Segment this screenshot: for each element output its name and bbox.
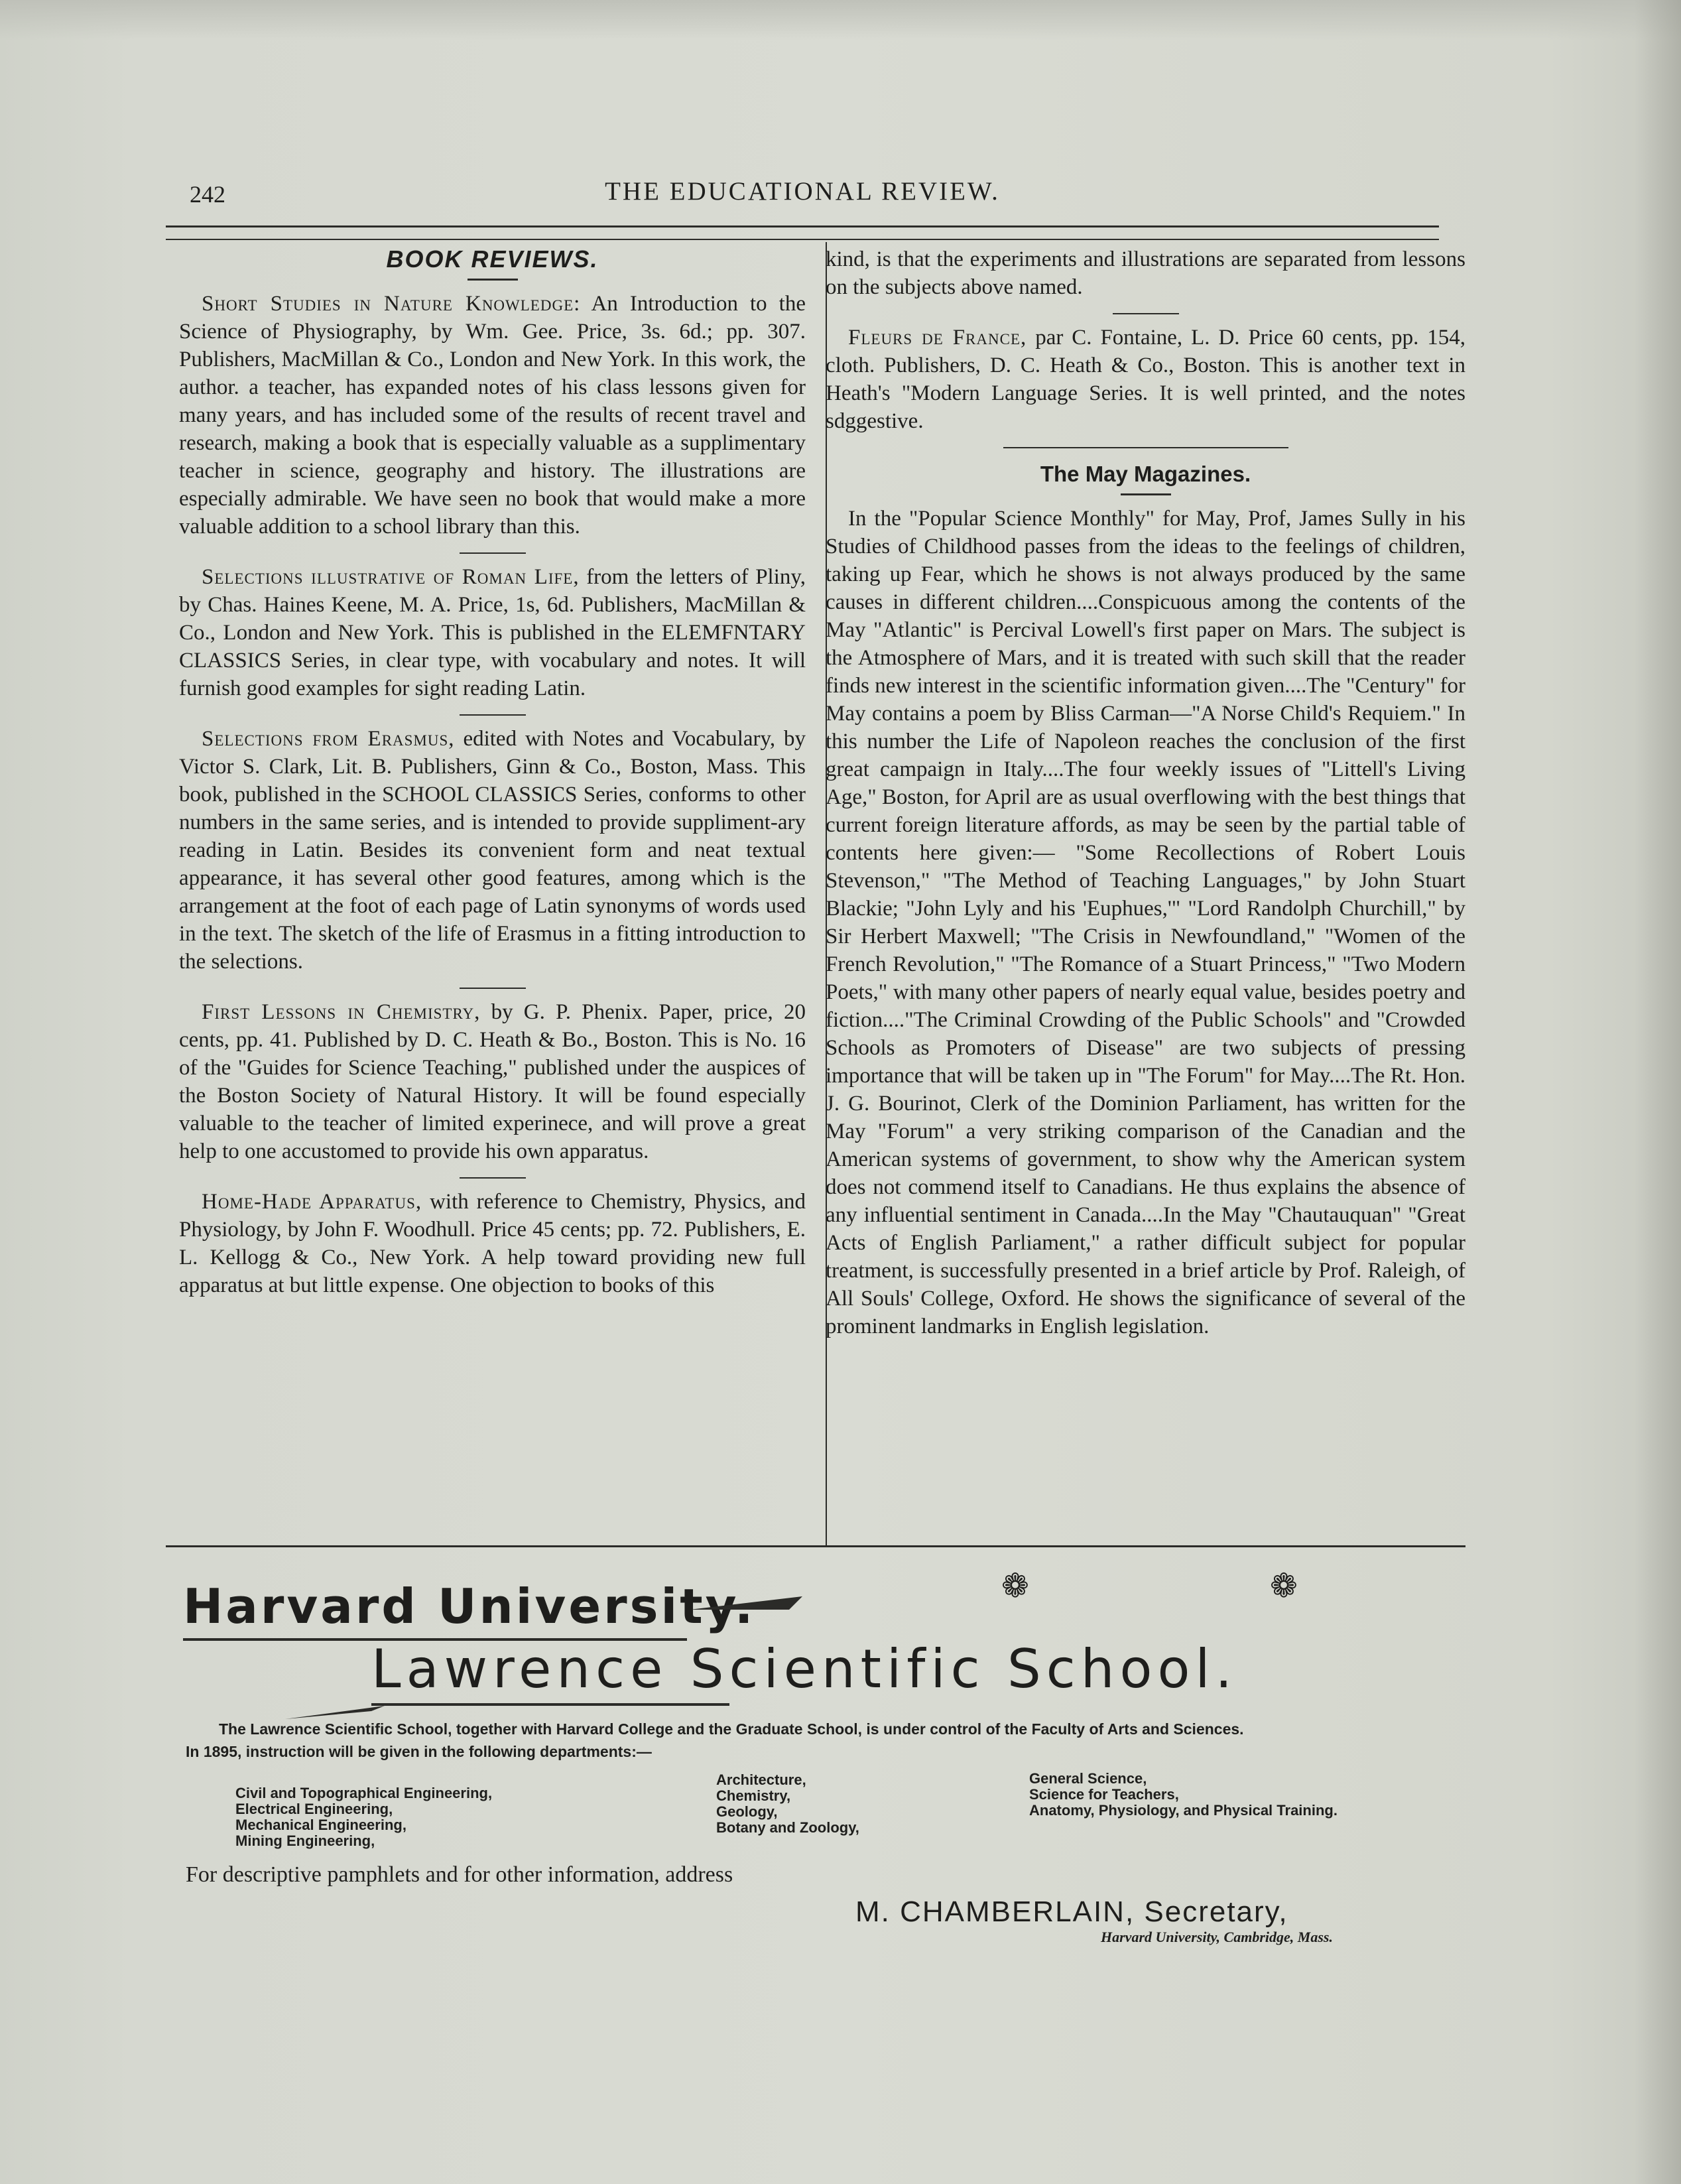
book-reviews-heading: BOOK REVIEWS. — [386, 245, 599, 273]
review-item — [179, 725, 806, 976]
running-head — [166, 174, 1439, 214]
header-rule-thin — [166, 239, 1439, 240]
review-body: edited with Notes and Vocabulary, by Victor S. Clark, Lit. B. Publishers, Ginn & Co., Boston, Mass. This book, published in the SCHOOL CLASSICS Series, conforms to other numbers in the same series, and is intended to provide suppliment-ary reading in Latin. Besides its convenient form and neat textual appearance, it has several other good features, among which is the arrangement at the foot of each page of Latin synonyms of words used in the text. The sketch of the life of Erasmus in a fitting introduction to the selections. — [179, 727, 806, 974]
department-item: General Science, — [1029, 1770, 1147, 1787]
continued-text: kind, is that the experiments and illustrations are separated from lessons on the subjects above named. — [826, 247, 1465, 299]
department-list — [1029, 1771, 1338, 1819]
may-magazines-body: In the "Popular Science Monthly" for May, Prof, James Sully in his Studies of Childhood passes from the ideas to the feelings of children, taking up Fear, which he shows is not always produced by the same causes in different children....Conspicuous among the contents of the May "Atlantic" is Percival Lowell's first paper on Mars. The subject is the Atmosphere of Mars, and it is treated with such skill that the reader finds new interest in the scientific information given....The "Century" for May contains a poem by Bliss Carman—"A Norse Child's Requiem." In this number the Life of Napoleon reaches the conclusion of the first great campaign in Italy....The four weekly issues of "Littell's Living Age," Boston, for April are as usual overflowing with the best things that current foreign literature affords, as may be seen by the partial table of contents here given:— "Some Recollections of Robert Louis Stevenson," "The Method of Teaching Languages," by John Stuart Blackie; "John Lyly and his 'Euphues,'" "Lord Randolph Churchill," by Sir Herbert Maxwell; "The Crisis in Newfoundland," "Women of the French Revolution," "The Romance of a Stuart Princess," "Two Modern Poets," with many other papers of nearly equal value, besides poetry and fiction...."The Criminal Crowding of the Public Schools" and "Crowded Schools as Promoters of Disease" are two subjects of pressing importance that will be taken up in "The Forum" for May....The Rt. Hon. J. G. Bourinot, Clerk of the Dominion Parliament, has written for the May "Forum" a very striking comparison of the Canadian and the American systems of government, to show why the American system does not commend itself to Canadians. He thus explains the absence of any influential sentiment in Canada....In the May "Chautauquan" "Great Acts of English Parliament," a rather difficult subject for popular treatment, is successfully presented in a brief article by Prof. Raleigh, of All Souls' College, Oxford. He shows the significance of several of the prominent landmarks in English legislation. — [826, 507, 1465, 1338]
review-separator — [1113, 313, 1179, 314]
advertisement-rule — [166, 1545, 1465, 1547]
right-column — [826, 245, 1465, 1352]
review-item — [826, 324, 1465, 435]
review-item — [179, 1188, 806, 1299]
header-rule — [166, 225, 1439, 227]
heading-rule — [467, 279, 518, 281]
review-body: from the letters of Pliny, by Chas. Haines Keene, M. A. Price, 1s, 6d. Publishers, MacMillan & Co., London and New York. This is published in the ELEMFNTARY CLASSICS Series, in clear type, with vocabulary and notes. It will furnish good examples for sight reading Latin. — [179, 565, 806, 700]
heading-rule — [1121, 493, 1171, 495]
review-separator — [460, 552, 526, 554]
department-item: Science for Teachers, — [1029, 1786, 1179, 1803]
contact-name: M. CHAMBERLAIN, Secretary, — [855, 1895, 1288, 1928]
review-item — [179, 290, 806, 541]
department-list — [235, 1785, 492, 1849]
review-item — [179, 998, 806, 1165]
department-item: Botany and Zoology, — [716, 1819, 859, 1836]
review-title: Home-Hade Apparatus, — [202, 1190, 422, 1214]
review-title: First Lessons in Chemistry, — [202, 1000, 481, 1024]
paper-edge — [0, 0, 1681, 40]
review-separator — [460, 1177, 526, 1179]
department-item: Architecture, — [716, 1771, 806, 1788]
review-separator — [460, 714, 526, 716]
department-item: Civil and Topographical Engineering, — [235, 1785, 493, 1801]
department-item: Chemistry, — [716, 1787, 791, 1804]
review-title: Fleurs de France, — [848, 326, 1027, 350]
journal-title: THE EDUCATIONAL REVIEW. — [605, 177, 1000, 206]
review-body: par C. Fontaine, L. D. Price 60 cents, pp. 154, cloth. Publishers, D. C. Heath & Co., Boston. This is another text in Heath's "Modern Language Series. It is well printed, and the notes sdggestive. — [826, 326, 1466, 433]
review-separator — [460, 988, 526, 989]
review-title: Short Studies in Nature Knowledge: — [202, 292, 581, 316]
department-list — [716, 1772, 859, 1836]
may-magazines-heading: The May Magazines. — [1040, 462, 1251, 486]
department-item: Mechanical Engineering, — [235, 1817, 406, 1833]
review-title: Selections from Erasmus, — [202, 727, 455, 751]
review-item — [179, 563, 806, 702]
lawrence-underline — [371, 1703, 729, 1706]
lawrence-school-title: Lawrence Scientific School. — [371, 1638, 1238, 1700]
review-body: with reference to Chemistry, Physics, and Physiology, by John F. Woodhull. Price 45 cents; pp. 72. Publishers, E. L. Kellogg & Co., New York. A help toward providing new full apparatus at but little expense. One objection to books of this — [179, 1190, 806, 1297]
harvard-title: Harvard University. — [183, 1578, 756, 1634]
ornament-icon: ❁ — [1270, 1567, 1298, 1605]
review-body: An Introduction to the Science of Physiography, by Wm. Gee. Price, 3s. 6d.; pp. 307. Publishers, MacMillan & Co., London and New York. In this work, the author. a teacher, has expanded notes of his class lessons given for many years, and has included some of the results of recent travel and research, making a book that is especially valuable as a supplimentary teacher in science, geography and history. The illustrations are especially admirable. We have seen no book that would make a more valuable addition to a school library than this. — [179, 292, 806, 539]
department-item: Mining Engineering, — [235, 1832, 375, 1849]
department-item: Geology, — [716, 1803, 778, 1820]
left-column — [179, 245, 806, 1311]
right-column-inner — [826, 245, 1465, 1340]
school-intro: The Lawrence Scientific School, together with Harvard College and the Graduate School, is under control of the Faculty of Arts and Sciences. — [219, 1720, 1244, 1738]
review-title: Selections illustrative of Roman Life, — [202, 565, 580, 589]
department-item: Electrical Engineering, — [235, 1801, 393, 1817]
paper-shadow — [1635, 0, 1681, 2184]
school-intro-departments: In 1895, instruction will be given in the following departments:— — [186, 1743, 652, 1760]
contact-address: Harvard University, Cambridge, Mass. — [1101, 1929, 1333, 1945]
section-rule — [1003, 447, 1288, 448]
review-body: by G. P. Phenix. Paper, price, 20 cents, pp. 41. Published by D. C. Heath & Bo., Boston. This is No. 16 of the "Guides for Science Teaching," published under the auspices of the Boston Society of Natural History. It will be found especially valuable to the teacher of limited experinece, and will prove a great help to one accustomed to provide his own apparatus. — [179, 1000, 806, 1163]
page-number: 242 — [190, 181, 225, 208]
pennant-ornament — [690, 1595, 802, 1615]
info-line: For descriptive pamphlets and for other information, address — [186, 1862, 733, 1887]
department-item: Anatomy, Physiology, and Physical Training. — [1029, 1802, 1338, 1819]
ornament-icon: ❁ — [1001, 1567, 1029, 1605]
